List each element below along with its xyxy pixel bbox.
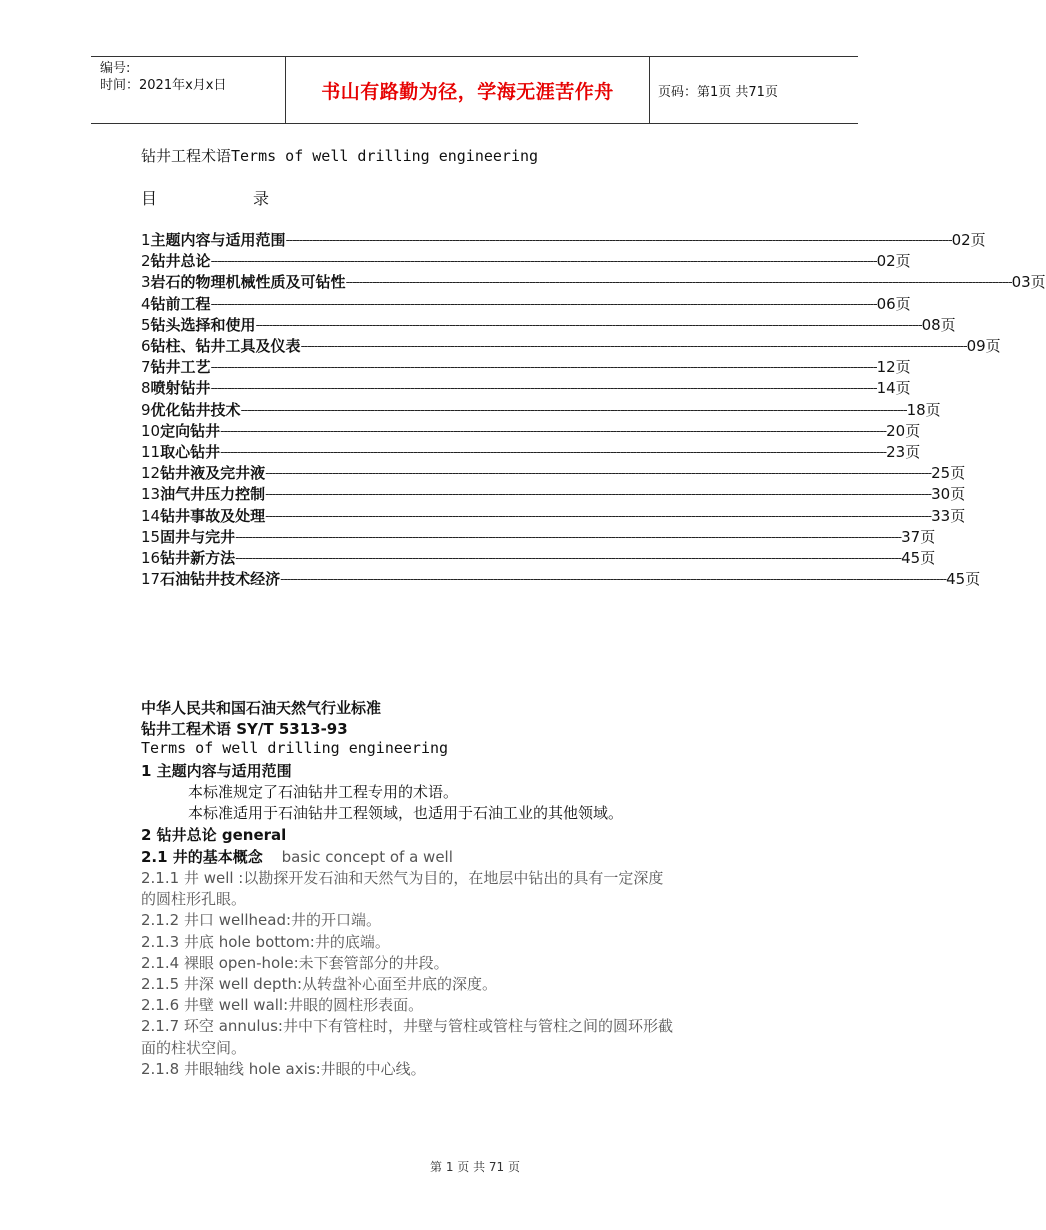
term-item: 2.1.8 井眼轴线 hole axis:井眼的中心线。 xyxy=(141,1059,426,1078)
toc-entry-page: 06页 xyxy=(876,294,911,313)
toc-entry-title: 钻井液及完井液 xyxy=(160,464,266,483)
toc-entry xyxy=(141,421,921,442)
toc-entry-title: 喷射钻井 xyxy=(150,379,211,398)
toc-entry xyxy=(141,294,911,315)
term-item: 2.1.2 井口 wellhead:井的开口端。 xyxy=(141,911,382,930)
toc-entry xyxy=(141,506,966,527)
standard-title-code: 钻井工程术语 SY/T 5313-93 xyxy=(141,720,348,738)
toc-entry xyxy=(141,378,911,399)
toc-heading-left: 目 xyxy=(141,189,158,208)
toc-entry-number: 11 xyxy=(141,443,161,461)
toc-entry-number: 15 xyxy=(141,527,161,546)
toc-leader: -------------------------------------------------------------------------------------------------------------------------------------------------------------------------------------------------------- xyxy=(345,275,1012,290)
toc-leader: -------------------------------------------------------------------------------------------------------------------------------------------------------------------------------------------------------- xyxy=(220,445,887,459)
document-title: 钻井工程术语Terms of well drilling engineering xyxy=(141,147,539,165)
page-footer: 第 1 页 共 71 页 xyxy=(430,1160,520,1174)
toc-entry-number: 7 xyxy=(141,358,151,377)
toc-entry xyxy=(141,463,966,484)
toc-entry-number: 17 xyxy=(141,570,161,589)
toc-entry-number: 3 xyxy=(141,273,151,292)
toc-leader: -------------------------------------------------------------------------------------------------------------------------------------------------------------------------------------------------------- xyxy=(235,551,902,565)
toc-entry xyxy=(141,484,966,505)
section-1-paragraph: 本标准适用于石油钻井工程领域，也适用于石油工业的其他领域。 xyxy=(188,804,624,822)
section-2-1-heading xyxy=(141,846,453,867)
toc-entry-title: 固井与完井 xyxy=(160,527,236,546)
toc-entry-number: 5 xyxy=(141,315,151,334)
term-item: 2.1.3 井底 hole bottom:井的底端。 xyxy=(141,932,390,951)
toc-entry xyxy=(141,442,921,463)
toc-entry-page: 14页 xyxy=(876,379,911,398)
header-divider xyxy=(649,57,650,123)
section-2-heading: 2 钻井总论 general xyxy=(141,826,287,844)
toc-entry-number: 10 xyxy=(141,421,161,440)
toc-leader: -------------------------------------------------------------------------------------------------------------------------------------------------------------------------------------------------------- xyxy=(255,317,922,332)
toc-entry xyxy=(141,548,936,569)
toc-entry-page: 45页 xyxy=(946,570,981,589)
toc-leader: -------------------------------------------------------------------------------------------------------------------------------------------------------------------------------------------------------- xyxy=(265,466,932,481)
header-motto: 书山有路勤为径，学海无涯苦作舟 xyxy=(321,80,614,103)
toc-entry-page: 09页 xyxy=(966,337,1001,355)
term-item: 2.1.1 井 well :以勘探开发石油和天然气为目的，在地层中钻出的具有一定深度 xyxy=(141,869,664,887)
toc-entry-number: 8 xyxy=(141,379,151,398)
toc-entry-title: 钻前工程 xyxy=(150,294,211,313)
toc-entry-title: 钻井事故及处理 xyxy=(160,506,266,525)
toc-entry-title: 钻井总论 xyxy=(150,252,211,271)
toc-entry xyxy=(141,315,956,336)
toc-entry xyxy=(141,336,1001,357)
toc-entry-number: 16 xyxy=(141,549,161,567)
toc-entry-page: 18页 xyxy=(906,400,941,419)
toc-entry-title: 取心钻井 xyxy=(160,443,221,461)
toc-entry-number: 13 xyxy=(141,485,161,504)
header-meta xyxy=(100,60,226,94)
toc-entry-title: 定向钻井 xyxy=(160,421,221,440)
toc-entry-page: 45页 xyxy=(901,549,936,567)
toc-entry xyxy=(141,357,911,378)
toc-leader: -------------------------------------------------------------------------------------------------------------------------------------------------------------------------------------------------------- xyxy=(280,572,947,587)
toc-entry xyxy=(141,272,1046,293)
toc-entry-page: 08页 xyxy=(921,315,956,334)
toc-leader: -------------------------------------------------------------------------------------------------------------------------------------------------------------------------------------------------------- xyxy=(265,487,932,502)
standard-org: 中华人民共和国石油天然气行业标准 xyxy=(141,699,382,717)
toc-entry-number: 9 xyxy=(141,400,151,419)
header-number-label: 编号: xyxy=(100,61,131,76)
toc-entry-title: 石油钻井技术经济 xyxy=(160,570,281,589)
toc-leader: -------------------------------------------------------------------------------------------------------------------------------------------------------------------------------------------------------- xyxy=(210,360,877,375)
section-1-paragraph: 本标准规定了石油钻井工程专用的术语。 xyxy=(188,783,459,801)
toc-entry-title: 钻井新方法 xyxy=(160,549,236,567)
standard-title-en: Terms of well drilling engineering xyxy=(141,739,449,757)
toc-entry-title: 钻头选择和使用 xyxy=(150,315,256,334)
toc-entry-title: 优化钻井技术 xyxy=(150,400,241,419)
toc-entry-title: 油气井压力控制 xyxy=(160,485,266,504)
toc-entry-number: 14 xyxy=(141,506,161,525)
toc-entry xyxy=(141,527,936,548)
term-item: 2.1.6 井壁 well wall:井眼的圆柱形表面。 xyxy=(141,996,424,1015)
section-2-1-heading-cn: 2.1 井的基本概念 xyxy=(141,848,263,866)
toc-entry-page: 12页 xyxy=(876,358,911,377)
toc-leader: -------------------------------------------------------------------------------------------------------------------------------------------------------------------------------------------------------- xyxy=(285,233,952,247)
toc-leader: -------------------------------------------------------------------------------------------------------------------------------------------------------------------------------------------------------- xyxy=(210,296,877,311)
toc-entry-page: 23页 xyxy=(886,443,921,461)
toc-entry-title: 岩石的物理机械性质及可钻性 xyxy=(150,273,346,292)
toc-entry-page: 25页 xyxy=(931,464,966,483)
toc-entry-title: 主题内容与适用范围 xyxy=(150,231,286,249)
toc-entry-number: 2 xyxy=(141,252,151,271)
term-item: 2.1.7 环空 annulus:井中下有管柱时，井壁与管柱或管柱与管柱之间的圆环形截 xyxy=(141,1017,673,1036)
toc-entry-page: 37页 xyxy=(901,527,936,546)
toc-entry xyxy=(141,569,981,590)
toc-entry-number: 1 xyxy=(141,231,151,249)
toc-leader: -------------------------------------------------------------------------------------------------------------------------------------------------------------------------------------------------------- xyxy=(235,529,902,544)
toc-leader: -------------------------------------------------------------------------------------------------------------------------------------------------------------------------------------------------------- xyxy=(265,508,932,523)
toc-entry-page: 20页 xyxy=(886,421,921,440)
term-item: 2.1.5 井深 well depth:从转盘补心面至井底的深度。 xyxy=(141,975,498,993)
header-time-label: 时间：2021年x月x日 xyxy=(100,78,227,93)
toc-entry-title: 钻柱、钻井工具及仪表 xyxy=(150,337,301,355)
toc-entry-page: 30页 xyxy=(931,485,966,504)
toc-leader: -------------------------------------------------------------------------------------------------------------------------------------------------------------------------------------------------------- xyxy=(210,254,877,269)
toc-entry-number: 6 xyxy=(141,337,151,355)
toc-leader: -------------------------------------------------------------------------------------------------------------------------------------------------------------------------------------------------------- xyxy=(240,402,907,417)
toc-entry-page: 02页 xyxy=(876,252,911,271)
toc-leader: -------------------------------------------------------------------------------------------------------------------------------------------------------------------------------------------------------- xyxy=(210,381,877,396)
toc-heading xyxy=(141,186,269,209)
toc-entry-title: 钻井工艺 xyxy=(150,358,211,377)
toc-entry-number: 12 xyxy=(141,464,161,483)
term-item: 2.1.4 裸眼 open-hole:未下套管部分的井段。 xyxy=(141,953,449,972)
toc-entry-page: 02页 xyxy=(951,231,986,249)
header-page-info: 页码：第1页 共71页 xyxy=(658,85,778,100)
toc-entry-page: 33页 xyxy=(931,506,966,525)
section-1-heading: 1 主题内容与适用范围 xyxy=(141,762,292,780)
toc-entry xyxy=(141,400,941,421)
toc-leader: -------------------------------------------------------------------------------------------------------------------------------------------------------------------------------------------------------- xyxy=(300,339,967,353)
page-header xyxy=(91,56,858,124)
section-2-1-heading-en: basic concept of a well xyxy=(281,848,453,866)
term-item: 面的柱状空间。 xyxy=(141,1038,247,1057)
term-item: 的圆柱形孔眼。 xyxy=(141,890,247,909)
toc-entry xyxy=(141,251,911,272)
toc-entry-page: 03页 xyxy=(1011,273,1046,292)
toc-heading-right: 录 xyxy=(253,189,270,208)
toc-entry xyxy=(141,230,986,251)
toc-entry-number: 4 xyxy=(141,294,151,313)
toc-leader: -------------------------------------------------------------------------------------------------------------------------------------------------------------------------------------------------------- xyxy=(220,423,887,438)
